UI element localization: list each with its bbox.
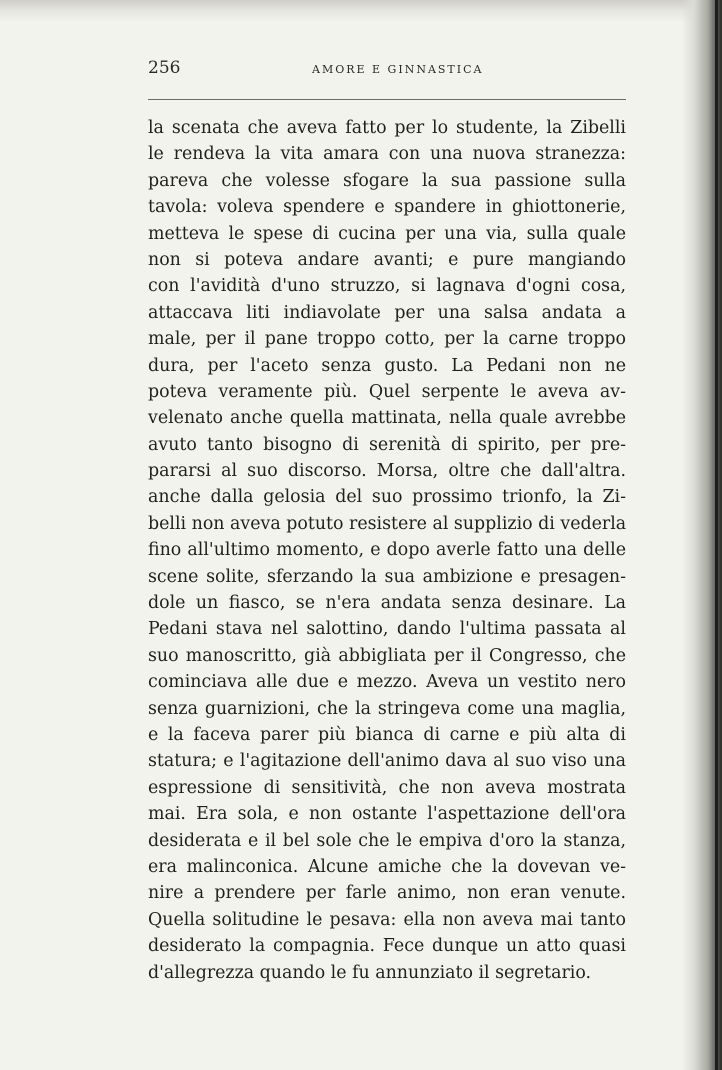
text-line: dole un fiasco, se n'era andata senza desinare. La [148, 593, 626, 614]
text-line: era malinconica. Alcune amiche che la dovevan ve- [148, 856, 626, 877]
page-top-shadow [0, 0, 722, 22]
text-line: Pedani stava nel salottino, dando l'ultima passata al [148, 619, 626, 640]
text-line: statura; e l'agitazione dell'animo dava al suo viso una [148, 751, 626, 772]
text-line: espressione di sensitività, che non aveva mostrata [148, 777, 626, 798]
text-line: metteva le spese di cucina per una via, sulla quale [148, 223, 626, 244]
text-line: attaccava liti indiavolate per una salsa andata a [148, 302, 626, 323]
page-number: 256 [148, 58, 181, 78]
text-line: non si poteva andare avanti; e pure mangiando [148, 249, 626, 270]
text-line: poteva veramente più. Quel serpente le aveva av- [148, 381, 626, 402]
text-line: desiderato la compagnia. Fece dunque un atto quasi [148, 936, 626, 957]
text-line: senza guarnizioni, che la stringeva come una maglia, [148, 698, 626, 719]
text-line: suo manoscritto, già abbigliata per il Congresso, che [148, 645, 626, 666]
text-line: con l'avidità d'uno struzzo, si lagnava d'ogni cosa, [148, 276, 626, 297]
text-line: desiderata e il bel sole che le empiva d'oro la stanza, [148, 830, 626, 851]
binding-edge [715, 0, 718, 1070]
text-line: male, per il pane troppo cotto, per la carne troppo [148, 329, 626, 350]
text-line: Quella solitudine le pesava: ella non aveva mai tanto [148, 909, 626, 930]
text-line: la scenata che aveva fatto per lo studente, la Zibelli [148, 118, 626, 138]
text-line: avuto tanto bisogno di serenità di spirito, per pre- [148, 434, 626, 455]
text-line: le rendeva la vita amara con una nuova stranezza: [148, 144, 626, 165]
header-rule [148, 99, 626, 100]
text-line: e la faceva parer più bianca di carne e più alta di [148, 724, 626, 745]
text-line: anche dalla gelosia del suo prossimo trionfo, la Zi- [148, 487, 626, 508]
text-line: belli non aveva potuto resistere al supplizio di vederla [148, 513, 626, 534]
running-title: AMORE E GINNASTICA [312, 63, 484, 76]
text-line: pararsi al suo discorso. Morsa, oltre che dall'altra. [148, 461, 626, 482]
page-header [148, 58, 626, 82]
body-text [148, 115, 626, 986]
text-line: tavola: voleva spendere e spandere in ghiottonerie, [148, 197, 626, 218]
text-line: nire a prendere per farle animo, non eran venute. [148, 883, 626, 904]
text-line: velenato anche quella mattinata, nella quale avrebbe [148, 408, 626, 429]
text-line: scene solite, sferzando la sua ambizione e presagen- [148, 566, 626, 587]
text-line: pareva che volesse sfogare la sua passione sulla [148, 170, 626, 191]
text-line: cominciava alle due e mezzo. Aveva un vestito nero [148, 672, 626, 693]
text-line: fino all'ultimo momento, e dopo averle fatto una delle [148, 540, 626, 561]
text-line: mai. Era sola, e non ostante l'aspettazione dell'ora [148, 804, 626, 825]
text-line: d'allegrezza quando le fu annunziato il segretario. [148, 962, 592, 983]
text-line: dura, per l'aceto senza gusto. La Pedani non ne [148, 355, 626, 376]
